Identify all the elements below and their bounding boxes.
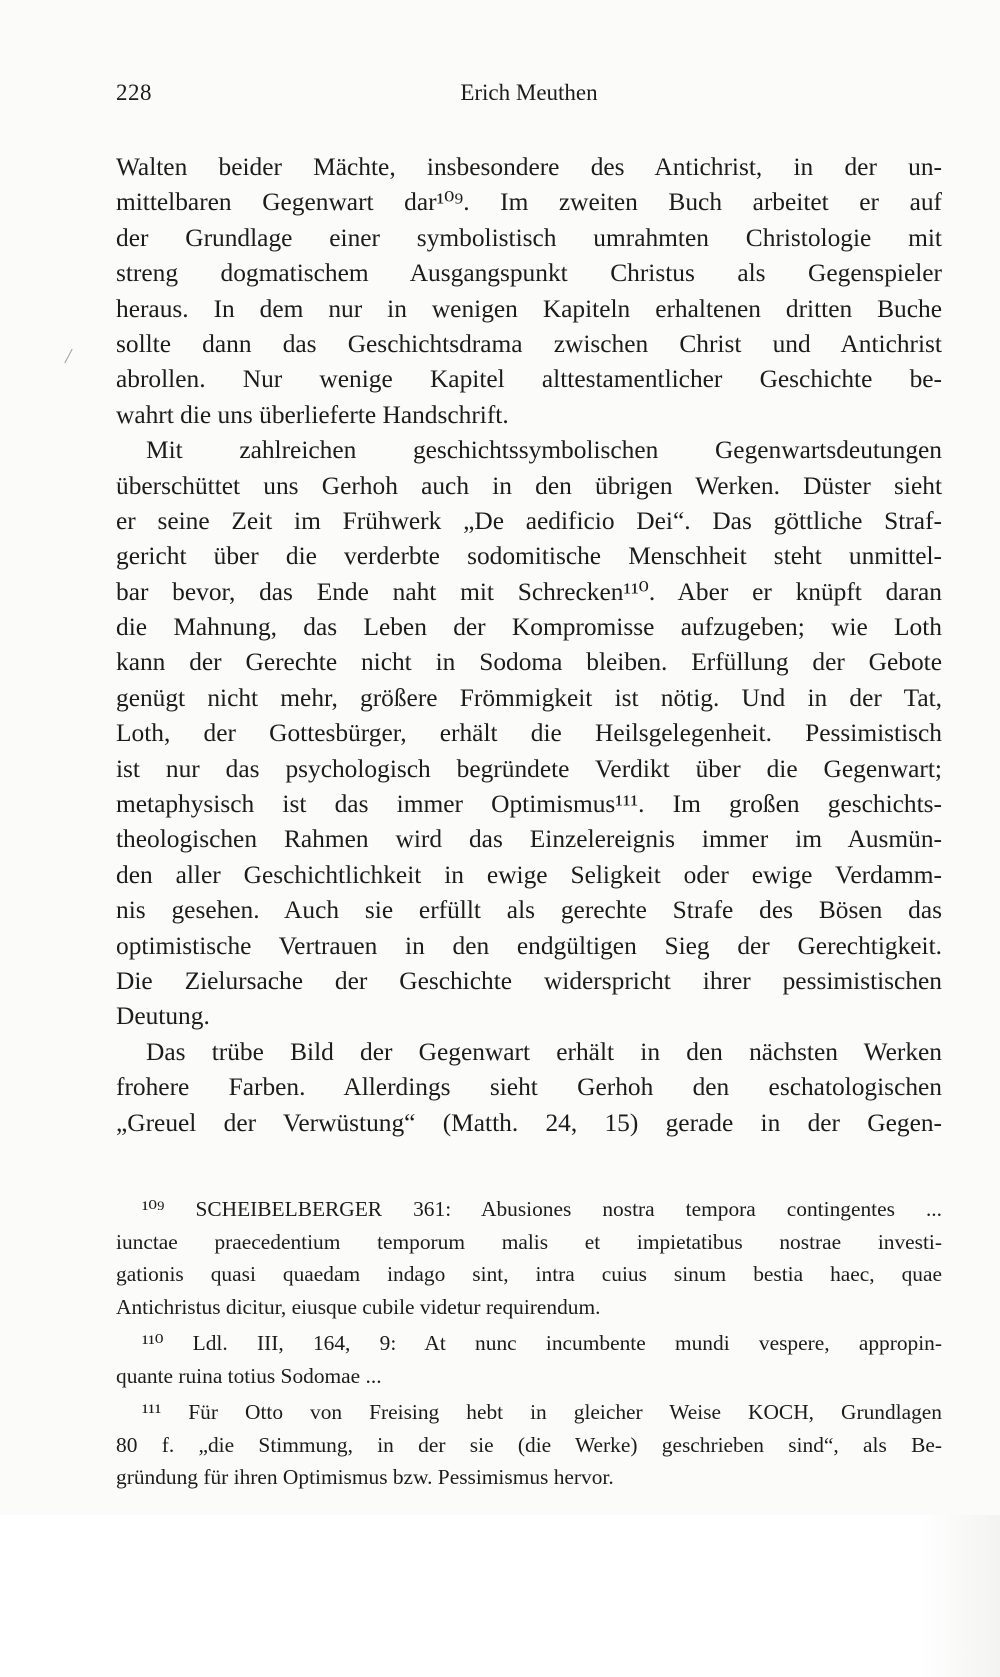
text-line: Walten beider Mächte, insbesondere des Antichrist, in der un- [116, 153, 942, 181]
footnote-110 [116, 1327, 942, 1392]
text-line: Mit zahlreichen geschichtssymbolischen Gegenwartsdeutungen [146, 436, 942, 465]
margin-mark [64, 349, 72, 364]
text-line: Loth, der Gottesbürger, erhält die Heilsgelegenheit. Pessimistisch [116, 719, 942, 748]
text-line: den aller Geschichtlichkeit in ewige Seligkeit oder ewige Verdamm- [116, 860, 942, 889]
page-number: 228 [116, 80, 152, 105]
text-line: kann der Gerechte nicht in Sodoma bleiben. Erfüllung der Gebote [116, 648, 942, 677]
text-line: Die Zielursache der Geschichte widerspricht ihrer pessimistischen [116, 966, 942, 995]
text-line: wahrt die uns überlieferte Handschrift. [116, 400, 509, 429]
text-line: sollte dann das Geschichtsdrama zwischen Christ und Antichrist [116, 329, 942, 358]
page-header [116, 80, 942, 114]
text-line: heraus. In dem nur in wenigen Kapiteln erhaltenen dritten Buche [116, 294, 942, 323]
footnote-109 [116, 1193, 942, 1323]
page-margin-bottom [0, 1515, 1000, 1677]
text-line: gericht über die verderbte sodomitische Menschheit steht unmittel- [116, 542, 942, 571]
text-line: nis gesehen. Auch sie erfüllt als gerechte Strafe des Bösen das [116, 896, 942, 925]
text-line: Deutung. [116, 1002, 210, 1031]
text-line: streng dogmatischem Ausgangspunkt Christus als Gegenspieler [116, 259, 942, 288]
text-line: bar bevor, das Ende naht mit Schrecken¹¹⁰. Aber er knüpft daran [116, 577, 942, 606]
text-line: mittelbaren Gegenwart dar¹⁰⁹. Im zweiten Buch arbeitet er auf [116, 188, 942, 217]
footnote-line: quante ruina totius Sodomae ... [116, 1363, 382, 1388]
footnote-line: iunctae praecedentium temporum malis et impietatibus nostrae investi- [116, 1229, 942, 1254]
text-line: abrollen. Nur wenige Kapitel alttestamentlicher Geschichte be- [116, 365, 942, 394]
running-head: Erich Meuthen [460, 80, 598, 105]
text-line: metaphysisch ist das immer Optimismus¹¹¹. Im großen geschichts- [116, 790, 942, 819]
footnote-line: ¹¹⁰ Ldl. III, 164, 9: At nunc incumbente mundi vespere, appropin- [142, 1331, 942, 1355]
footnote-line: gründung für ihren Optimismus bzw. Pessimismus hervor. [116, 1465, 614, 1489]
scan-shadow [920, 1515, 1000, 1677]
text-line: genügt nicht mehr, größere Frömmigkeit ist nötig. Und in der Tat, [116, 683, 942, 712]
text-line: der Grundlage einer symbolistisch umrahmten Christologie mit [116, 223, 942, 252]
text-line: die Mahnung, das Leben der Kompromisse aufzugeben; wie Loth [116, 613, 942, 642]
footnote-line: ¹¹¹ Für Otto von Freising hebt in gleicher Weise KOCH, Grundlagen [142, 1400, 942, 1424]
footnote-line: Antichristus dicitur, eiusque cubile videtur requirendum. [116, 1294, 601, 1319]
text-line: „Greuel der Verwüstung“ (Matth. 24, 15) gerade in der Gegen- [116, 1108, 942, 1137]
text-line: Das trübe Bild der Gegenwart erhält in den nächsten Werken [146, 1037, 942, 1066]
footnote-line: gationis quasi quaedam indago sint, intra cuius sinum bestia haec, quae [116, 1262, 942, 1286]
footnote-111 [116, 1396, 942, 1494]
text-line: optimistische Vertrauen in den endgültigen Sieg der Gerechtigkeit. [116, 931, 942, 960]
footnote-line: 80 f. „die Stimmung, in der sie (die Werke) geschrieben sind“, als Be- [116, 1432, 942, 1457]
footnote-line: ¹⁰⁹ SCHEIBELBERGER 361: Abusiones nostra tempora contingentes ... [142, 1197, 942, 1221]
body-text [116, 150, 942, 1141]
text-line: überschüttet uns Gerhoh auch in den übrigen Werken. Düster sieht [116, 471, 942, 500]
text-line: ist nur das psychologisch begründete Verdikt über die Gegenwart; [116, 754, 942, 783]
footnotes [116, 1193, 942, 1494]
text-line: theologischen Rahmen wird das Einzelereignis immer im Ausmün- [116, 825, 942, 854]
text-line: frohere Farben. Allerdings sieht Gerhoh den eschatologischen [116, 1073, 942, 1102]
text-line: er seine Zeit im Frühwerk „De aedificio Dei“. Das göttliche Straf- [116, 506, 942, 535]
